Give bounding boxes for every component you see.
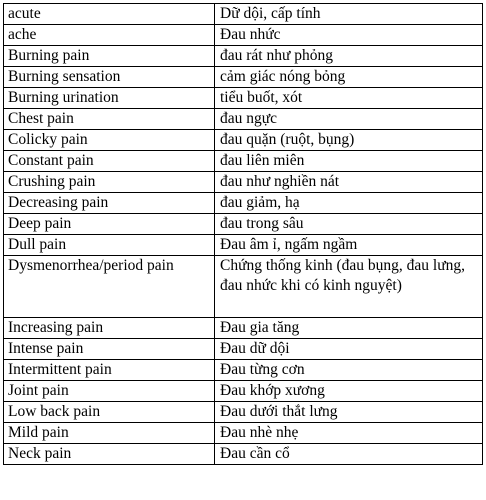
table-row — [4, 67, 483, 88]
english-term: Intermittent pain — [4, 360, 215, 381]
vocabulary-table — [3, 3, 483, 465]
vietnamese-translation: đau ngực — [215, 109, 483, 130]
english-term: Burning sensation — [4, 67, 215, 88]
vietnamese-translation: Chứng thống kinh (đau bụng, đau lưng, đau nhức khi có kinh nguyệt) — [215, 256, 483, 318]
english-term: Neck pain — [4, 444, 215, 465]
table-row — [4, 423, 483, 444]
vietnamese-translation: đau liên miên — [215, 151, 483, 172]
english-term: Constant pain — [4, 151, 215, 172]
table-row — [4, 256, 483, 318]
vietnamese-translation: đau quặn (ruột, bụng) — [215, 130, 483, 151]
english-term: Chest pain — [4, 109, 215, 130]
vietnamese-translation: Đau nhức — [215, 25, 483, 46]
english-term: Low back pain — [4, 402, 215, 423]
english-term: Crushing pain — [4, 172, 215, 193]
table-row — [4, 339, 483, 360]
table-row — [4, 444, 483, 465]
english-term: Increasing pain — [4, 318, 215, 339]
vietnamese-translation: Đau từng cơn — [215, 360, 483, 381]
vietnamese-translation: Đau khớp xương — [215, 381, 483, 402]
table-row — [4, 109, 483, 130]
vietnamese-translation: cảm giác nóng bỏng — [215, 67, 483, 88]
table-row — [4, 360, 483, 381]
table-row — [4, 214, 483, 235]
english-term: Dysmenorrhea/period pain — [4, 256, 215, 318]
vietnamese-translation: đau như nghiền nát — [215, 172, 483, 193]
table-row — [4, 235, 483, 256]
vietnamese-translation: Đau nhè nhẹ — [215, 423, 483, 444]
vietnamese-translation: Dữ dội, cấp tính — [215, 4, 483, 25]
table-row — [4, 193, 483, 214]
vietnamese-translation: Đau dữ dội — [215, 339, 483, 360]
table-row — [4, 151, 483, 172]
table-row — [4, 130, 483, 151]
english-term: Colicky pain — [4, 130, 215, 151]
english-term: Dull pain — [4, 235, 215, 256]
vietnamese-translation: đau rát như phỏng — [215, 46, 483, 67]
vietnamese-translation: đau giảm, hạ — [215, 193, 483, 214]
table-row — [4, 25, 483, 46]
vietnamese-translation: tiểu buốt, xót — [215, 88, 483, 109]
table-row — [4, 46, 483, 67]
vietnamese-translation: đau trong sâu — [215, 214, 483, 235]
english-term: Burning pain — [4, 46, 215, 67]
table-row — [4, 4, 483, 25]
table-row — [4, 172, 483, 193]
english-term: ache — [4, 25, 215, 46]
vietnamese-translation: Đau âm ỉ, ngấm ngầm — [215, 235, 483, 256]
english-term: Mild pain — [4, 423, 215, 444]
english-term: Deep pain — [4, 214, 215, 235]
english-term: Decreasing pain — [4, 193, 215, 214]
vietnamese-translation: Đau cần cổ — [215, 444, 483, 465]
table-row — [4, 318, 483, 339]
english-term: acute — [4, 4, 215, 25]
vietnamese-translation: Đau gia tăng — [215, 318, 483, 339]
english-term: Joint pain — [4, 381, 215, 402]
table-row — [4, 381, 483, 402]
english-term: Intense pain — [4, 339, 215, 360]
english-term: Burning urination — [4, 88, 215, 109]
table-row — [4, 402, 483, 423]
table-row — [4, 88, 483, 109]
vietnamese-translation: Đau dưới thắt lưng — [215, 402, 483, 423]
